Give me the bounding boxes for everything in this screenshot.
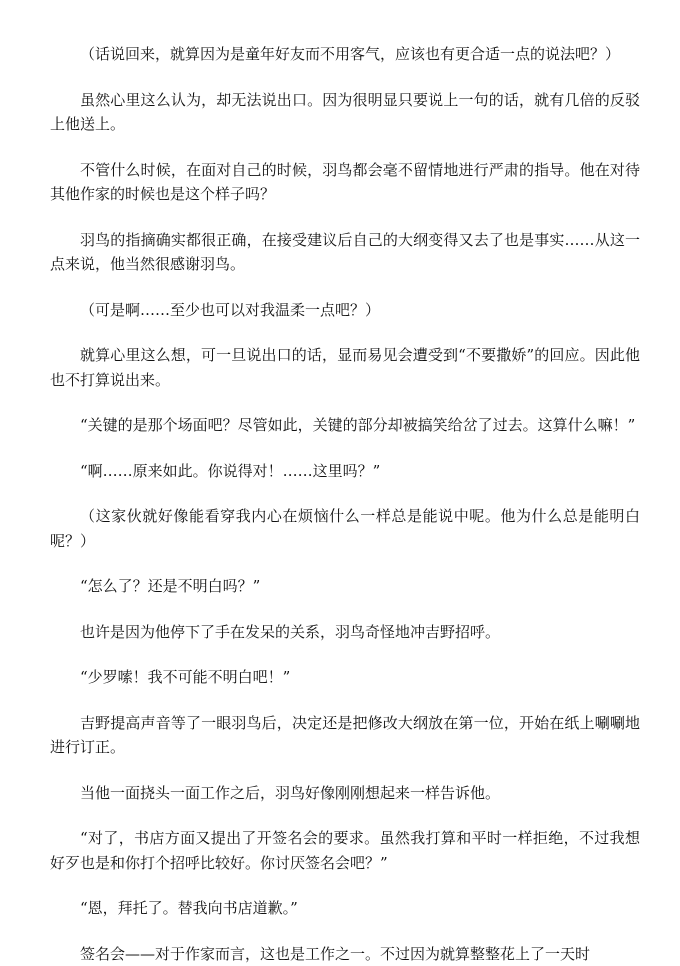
paragraph: 也许是因为他停下了手在发呆的关系，羽鸟奇怪地冲吉野招呼。 [50,620,640,645]
paragraph: （这家伙就好像能看穿我内心在烦恼什么一样总是能说中呢。他为什么总是能明白呢？） [50,504,640,553]
paragraph: “少罗嗦！我不可能不明白吧！” [50,665,640,690]
paragraph: 羽鸟的指摘确实都很正确，在接受建议后自己的大纲变得又去了也是事实……从这一点来说，他当然很感谢羽鸟。 [50,228,640,277]
paragraph: （可是啊……至少也可以对我温柔一点吧？） [50,298,640,323]
paragraph: 当他一面挠头一面工作之后，羽鸟好像刚刚想起来一样告诉他。 [50,781,640,806]
body-text [50,42,640,966]
paragraph: 就算心里这么想，可一旦说出口的话，显而易见会遭受到“不要撒娇”的回应。因此他也不打算说出来。 [50,343,640,392]
paragraph: “怎么了？还是不明白吗？” [50,574,640,599]
paragraph: 吉野提高声音等了一眼羽鸟后，决定还是把修改大纲放在第一位，开始在纸上唰唰地进行订正。 [50,711,640,760]
paragraph: 签名会——对于作家而言，这也是工作之一。不过因为就算整整花上了一天时 [50,942,640,966]
paragraph: 虽然心里这么认为，却无法说出口。因为很明显只要说上一句的话，就有几倍的反驳上他送上。 [50,88,640,137]
paragraph: “恩，拜托了。替我向书店道歉。” [50,896,640,921]
paragraph: “对了，书店方面又提出了开签名会的要求。虽然我打算和平时一样拒绝，不过我想好歹也是和你打个招呼比较好。你讨厌签名会吧？” [50,826,640,875]
paragraph: “啊……原来如此。你说得对！……这里吗？” [50,459,640,484]
paragraph: “关键的是那个场面吧？尽管如此，关键的部分却被搞笑给岔了过去。这算什么嘛！” [50,413,640,438]
paragraph: 不管什么时候，在面对自己的时候，羽鸟都会毫不留情地进行严肃的指导。他在对待其他作家的时候也是这个样子吗？ [50,158,640,207]
paragraph: （话说回来，就算因为是童年好友而不用客气，应该也有更合适一点的说法吧？） [50,42,640,67]
